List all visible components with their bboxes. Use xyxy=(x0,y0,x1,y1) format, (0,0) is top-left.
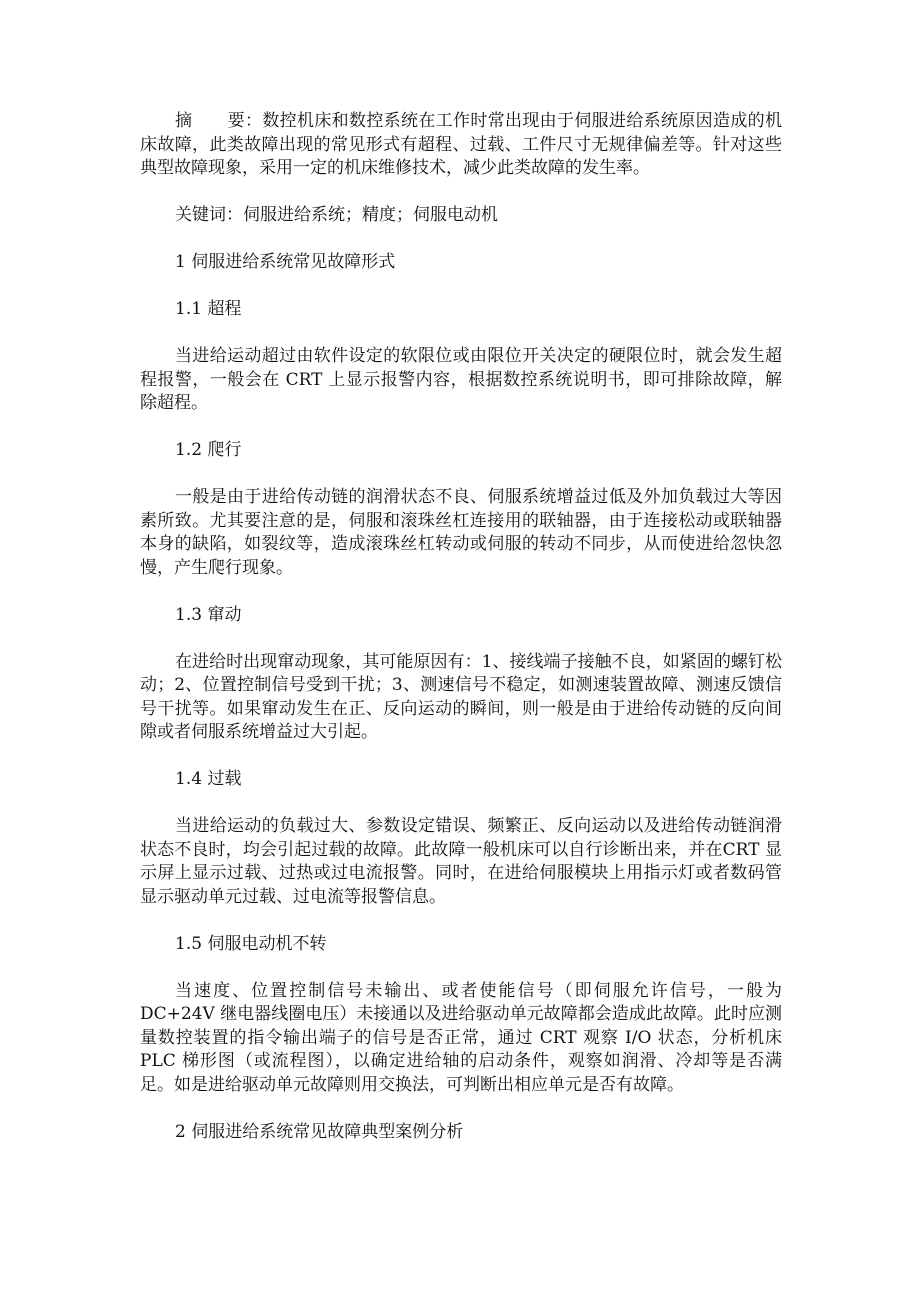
abstract-label-second: 要： xyxy=(227,111,263,131)
abstract-label-first: 摘 xyxy=(175,111,193,131)
section-body-1-5: 当速度、位置控制信号未输出、或者使能信号（即伺服允许信号，一般为DC+24V 继电器线圈电压）未接通以及进给驱动单元故障都会造成此故障。此时应测量数控装置的指令输出端子的信号是否正常，通过 CRT 观察 I/O 状态，分析机床PLC 梯形图（或流程图），以确定进给轴的启动条件，观察如润滑、冷却等是否满足。如是进给驱动单元故障则用交换法，可判断出相应单元是否有故障。 xyxy=(140,980,782,1095)
section-body-1-3: 在进给时出现窜动现象，其可能原因有：1、接线端子接触不良，如紧固的螺钉松动；2、位置控制信号受到干扰；3、测速信号不稳定，如测速装置故障、测速反馈信号干扰等。如果窜动发生在正、反向运动的瞬间，则一般是由于进给传动链的反向间隙或者伺服系统增益过大引起。 xyxy=(140,651,782,742)
abstract-paragraph xyxy=(140,110,782,181)
section-heading-2: 2 伺服进给系统常见故障典型案例分析 xyxy=(175,1121,464,1142)
section-body-1-2: 一般是由于进给传动链的润滑状态不良、伺服系统增益过低及外加负载过大等因素所致。尤其要注意的是，伺服和滚珠丝杠连接用的联轴器，由于连接松动或联轴器本身的缺陷，如裂纹等，造成滚珠丝杠转动或伺服的转动不同步，从而使进给忽快忽慢，产生爬行现象。 xyxy=(140,487,782,578)
keywords-line: 关键词：伺服进给系统；精度；伺服电动机 xyxy=(175,205,498,225)
section-body-1-4: 当进给运动的负载过大、参数设定错误、频繁正、反向运动以及进给传动链润滑状态不良时，均会引起过载的故障。此故障一般机床可以自行诊断出来，并在CRT 显示屏上显示过载、过热或过电流报警。同时，在进给伺服模块上用指示灯或者数码管显示驱动单元过载、过电流等报警信息。 xyxy=(140,816,782,907)
section-heading-1-2: 1.2 爬行 xyxy=(175,440,242,460)
section-heading-1-4: 1.4 过载 xyxy=(175,769,242,789)
document-page xyxy=(140,110,782,1168)
section-heading-1-3: 1.3 窜动 xyxy=(175,604,242,625)
section-heading-1-1: 1.1 超程 xyxy=(175,299,242,319)
abstract-text: 数控机床和数控系统在工作时常出现由于伺服进给系统原因造成的机床故障，此类故障出现的常见形式有超程、过载、工件尺寸无规律偏差等。针对这些典型故障现象，采用一定的机床维修技术，减少此类故障的发生率。 xyxy=(140,111,783,178)
section-body-1-1: 当进给运动超过由软件设定的软限位或由限位开关决定的硬限位时，就会发生超程报警，一般会在 CRT 上显示报警内容，根据数控系统说明书，即可排除故障，解除超程。 xyxy=(140,346,782,413)
section-heading-1: 1 伺服进给系统常见故障形式 xyxy=(175,252,396,272)
section-heading-1-5: 1.5 伺服电动机不转 xyxy=(175,933,327,954)
